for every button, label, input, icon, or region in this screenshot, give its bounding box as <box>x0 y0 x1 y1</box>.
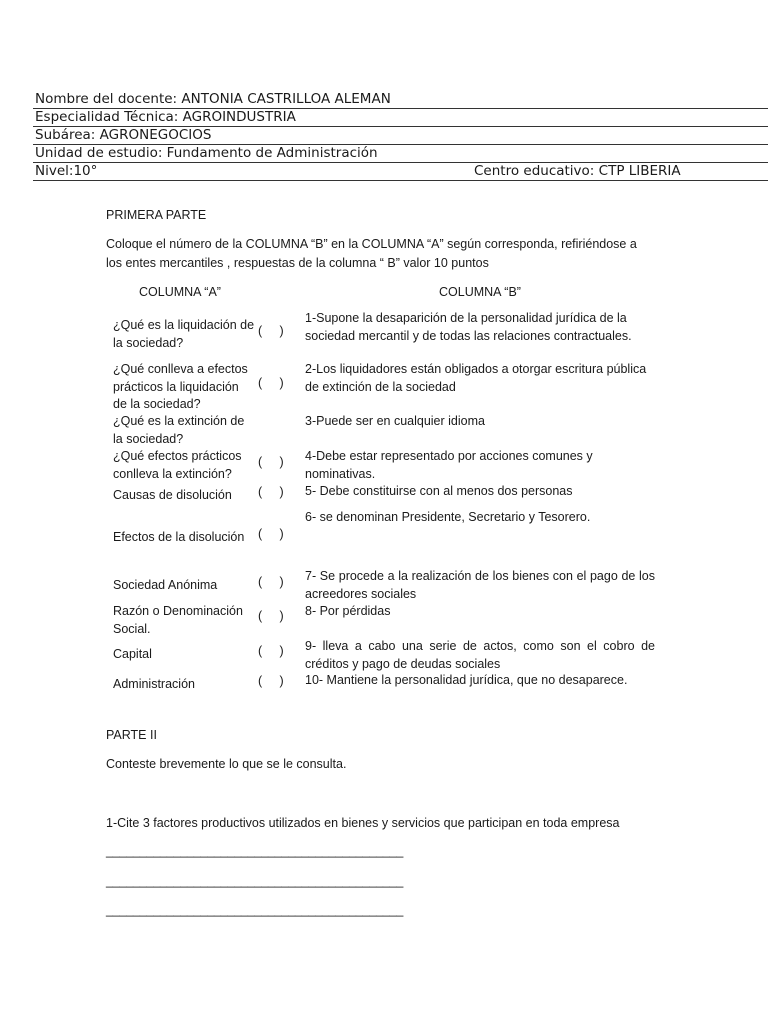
col-a-item-1: ¿Qué es la liquidación de la sociedad? <box>113 318 255 350</box>
col-a-item-6: Efectos de la disolución <box>113 530 245 544</box>
level: Nivel:10° <box>35 163 98 179</box>
teacher-name-row <box>33 91 768 109</box>
question-1: 1-Cite 3 factores productivos utilizados en bienes y servicios que participan en toda empresa <box>106 816 620 830</box>
col-b-item-1: 1-Supone la desaparición de la personalidad jurídica de la sociedad mercantil y de todas las relaciones contractuales. <box>305 311 632 343</box>
col-b-item-5: 5- Debe constituirse con al menos dos personas <box>305 484 573 498</box>
col-b-item-9: 9- lleva a cabo una serie de actos, como son el cobro de créditos y pago de deudas sociales <box>305 639 655 671</box>
col-a-item-9: Capital <box>113 647 152 661</box>
teacher-name: Nombre del docente: ANTONIA CASTRILLOA ALEMAN <box>35 91 391 107</box>
part1-instructions-line1: Coloque el número de la COLUMNA “B” en la COLUMNA “A” según corresponda, refiriéndose a <box>106 237 637 251</box>
col-b-item-4: 4-Debe estar representado por acciones comunes y nominativas. <box>305 449 593 481</box>
col-a-item-7: Sociedad Anónima <box>113 578 218 592</box>
column-b-header: COLUMNA “B” <box>439 285 521 299</box>
part2-instruction: Conteste brevemente lo que se le consulta. <box>106 757 347 771</box>
subarea: Subárea: AGRONEGOCIOS <box>35 127 212 143</box>
school-center: Centro educativo: CTP LIBERIA <box>474 163 681 179</box>
col-b-item-7: 7- Se procede a la realización de los bienes con el pago de los acreedores sociales <box>305 569 655 601</box>
answer-blank-10[interactable]: ( ) <box>258 674 284 688</box>
subarea-row <box>33 127 768 145</box>
col-b-item-3: 3-Puede ser en cualquier idioma <box>305 414 485 428</box>
answer-blank-2[interactable]: ( ) <box>258 376 284 390</box>
column-a-header: COLUMNA “A” <box>139 285 221 299</box>
study-unit-row <box>33 145 768 163</box>
col-a-item-10: Administración <box>113 677 195 691</box>
part1-title: PRIMERA PARTE <box>106 208 207 222</box>
specialty: Especialidad Técnica: AGROINDUSTRIA <box>35 109 296 125</box>
study-unit: Unidad de estudio: Fundamento de Administración <box>35 145 378 161</box>
col-a-item-8: Razón o Denominación Social. <box>113 604 243 636</box>
specialty-row <box>33 109 768 127</box>
answer-blank-9[interactable]: ( ) <box>258 644 284 658</box>
col-b-item-8: 8- Por pérdidas <box>305 604 391 618</box>
answer-line-2[interactable]: ____________________________________________ <box>106 874 404 888</box>
answer-blank-8[interactable]: ( ) <box>258 609 284 623</box>
answer-blank-7[interactable]: ( ) <box>258 575 284 589</box>
answer-blank-5[interactable]: ( ) <box>258 485 284 499</box>
col-a-item-5: Causas de disolución <box>113 488 232 502</box>
part2-title: PARTE II <box>106 728 157 742</box>
answer-line-3[interactable]: ____________________________________________ <box>106 903 404 917</box>
col-b-item-2: 2-Los liquidadores están obligados a otorgar escritura pública de extinción de la sociedad <box>305 362 647 394</box>
document-header <box>33 91 768 181</box>
col-b-item-10: 10- Mantiene la personalidad jurídica, que no desaparece. <box>305 673 628 687</box>
col-a-item-3: ¿Qué es la extinción de la sociedad? <box>113 414 245 446</box>
part1-instructions-line2: los entes mercantiles , respuestas de la columna “ B” valor 10 puntos <box>106 256 489 270</box>
col-a-item-4: ¿Qué efectos prácticos conlleva la extinción? <box>113 449 242 481</box>
answer-blank-4[interactable]: ( ) <box>258 455 284 469</box>
answer-line-1[interactable]: ____________________________________________ <box>106 844 404 858</box>
answer-blank-1[interactable]: ( ) <box>258 324 284 338</box>
answer-blank-6[interactable]: ( ) <box>258 527 284 541</box>
level-row <box>33 163 768 181</box>
col-a-item-2: ¿Qué conlleva a efectos prácticos la liquidación de la sociedad? <box>113 362 248 411</box>
col-b-item-6: 6- se denominan Presidente, Secretario y Tesorero. <box>305 510 591 524</box>
